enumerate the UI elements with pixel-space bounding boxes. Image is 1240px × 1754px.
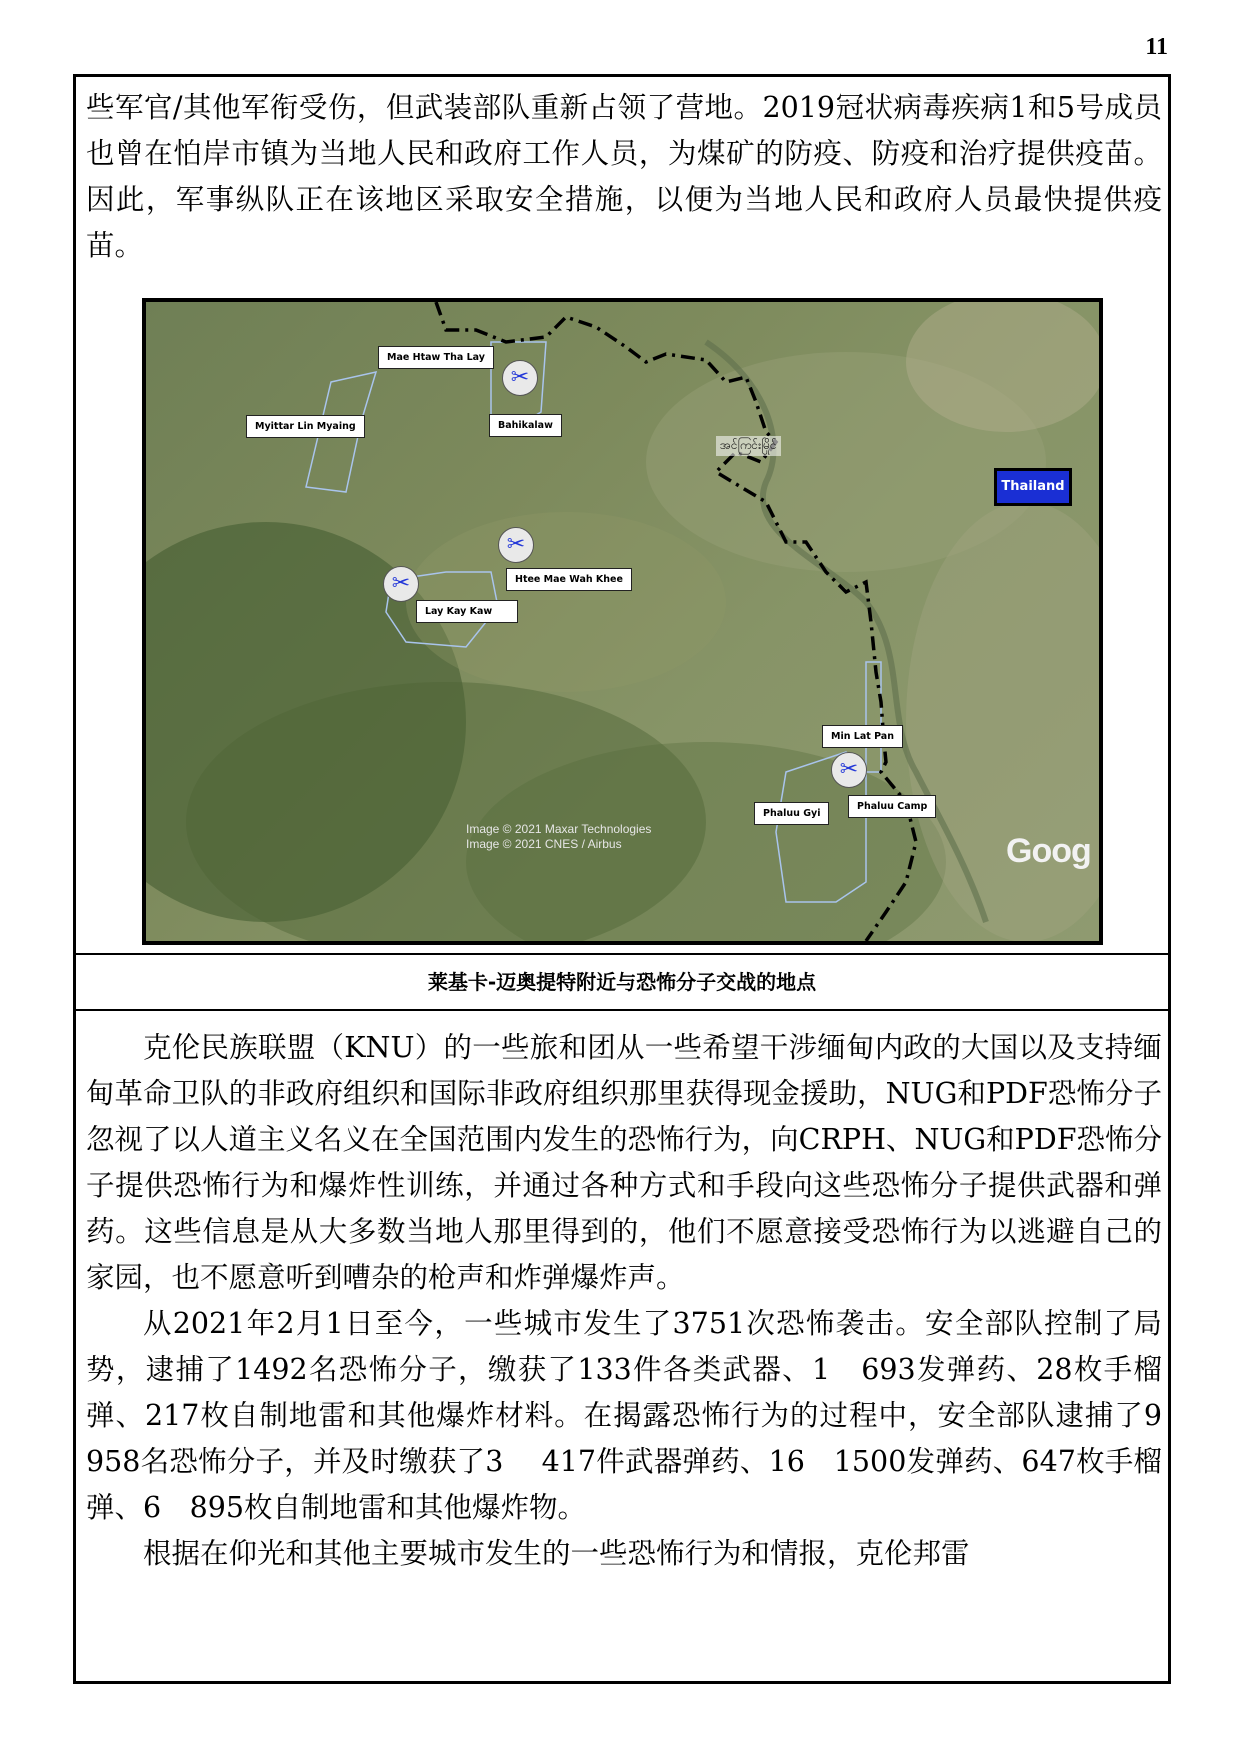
- map-credit-line-2: Image © 2021 CNES / Airbus: [466, 837, 622, 851]
- label-thailand: Thailand: [994, 468, 1072, 506]
- caption-row: [76, 953, 1168, 1011]
- label-bahikalaw: Bahikalaw: [489, 414, 562, 437]
- content-frame: [73, 74, 1200, 1684]
- label-phaluu-camp: Phaluu Camp: [848, 795, 936, 818]
- paragraph-top: 些军官/其他军衔受伤，但武装部队重新占领了营地。2019冠状病毒疾病1和5号成员也曾在怕岸市镇为当地人民和政府工作人员，为煤矿的防疫、防疫和治疗提供疫苗。因此，军事纵队正在该地区采取安全措施，以便为当地人民和政府人员最快提供疫苗。: [86, 91, 1162, 262]
- paragraph-knu: 克伦民族联盟（KNU）的一些旅和团从一些希望干涉缅甸内政的大国以及支持缅甸革命卫队的非政府组织和国际非政府组织那里获得现金援助，NUG和PDF恐怖分子忽视了以人道主义名义在全国范围内发生的恐怖行为，向CRPH、NUG和PDF恐怖分子提供恐怖行为和爆炸性训练，并通过各种方式和手段向这些恐怖分子提供武器和弹药。这些信息是从大多数当地人那里得到的，他们不愿意接受恐怖行为以逃避自己的家园，也不愿意听到嘈杂的枪声和炸弹爆炸声。: [86, 1031, 1162, 1294]
- crossed-swords-icon: ✂: [498, 527, 534, 563]
- crossed-swords-icon: ✂: [502, 360, 538, 396]
- label-min-lat-pan: Min Lat Pan: [822, 725, 903, 748]
- label-htee-mae-wah-khee: Htee Mae Wah Khee: [506, 568, 632, 591]
- crossed-swords-icon: ✂: [383, 566, 419, 602]
- paragraph-statistics: 从2021年2月1日至今，一些城市发生了3751次恐怖袭击。安全部队控制了局势，逮捕了1492名恐怖分子，缴获了133件各类武器、1 693发弹药、28枚手榴弹、217枚自制地雷和其他爆炸材料。在揭露恐怖行为的过程中，安全部队逮捕了9 958名恐怖分子，并及时缴获了3 417件武器弹药、16 1500发弹药、647枚手榴弹、6 895枚自制地雷和其他爆炸物。: [86, 1307, 1200, 1524]
- label-lay-kay-kaw: Lay Kay Kaw: [416, 600, 518, 623]
- label-myittar-lin-myaing: Myittar Lin Myaing: [246, 415, 365, 438]
- google-watermark: Goog: [1006, 832, 1091, 870]
- page-number: 11: [1145, 34, 1168, 60]
- paragraph-yangon: 根据在仰光和其他主要城市发生的一些恐怖行为和情报，克伦邦雷: [143, 1537, 970, 1570]
- map-credit: [466, 822, 651, 852]
- map-credit-line-1: Image © 2021 Maxar Technologies: [466, 822, 652, 836]
- crossed-swords-icon: ✂: [831, 752, 867, 788]
- map-caption: 莱基卡-迈奥提特附近与恐怖分子交战的地点: [427, 970, 817, 994]
- label-phaluu-gyi: Phaluu Gyi: [754, 802, 829, 825]
- label-burmese-town: အင်ကြင်းမြိုင်: [716, 436, 781, 456]
- map-figure: [142, 298, 1103, 945]
- label-mae-htaw-tha-lay: Mae Htaw Tha Lay: [378, 346, 494, 369]
- body-text: [86, 1025, 1200, 1577]
